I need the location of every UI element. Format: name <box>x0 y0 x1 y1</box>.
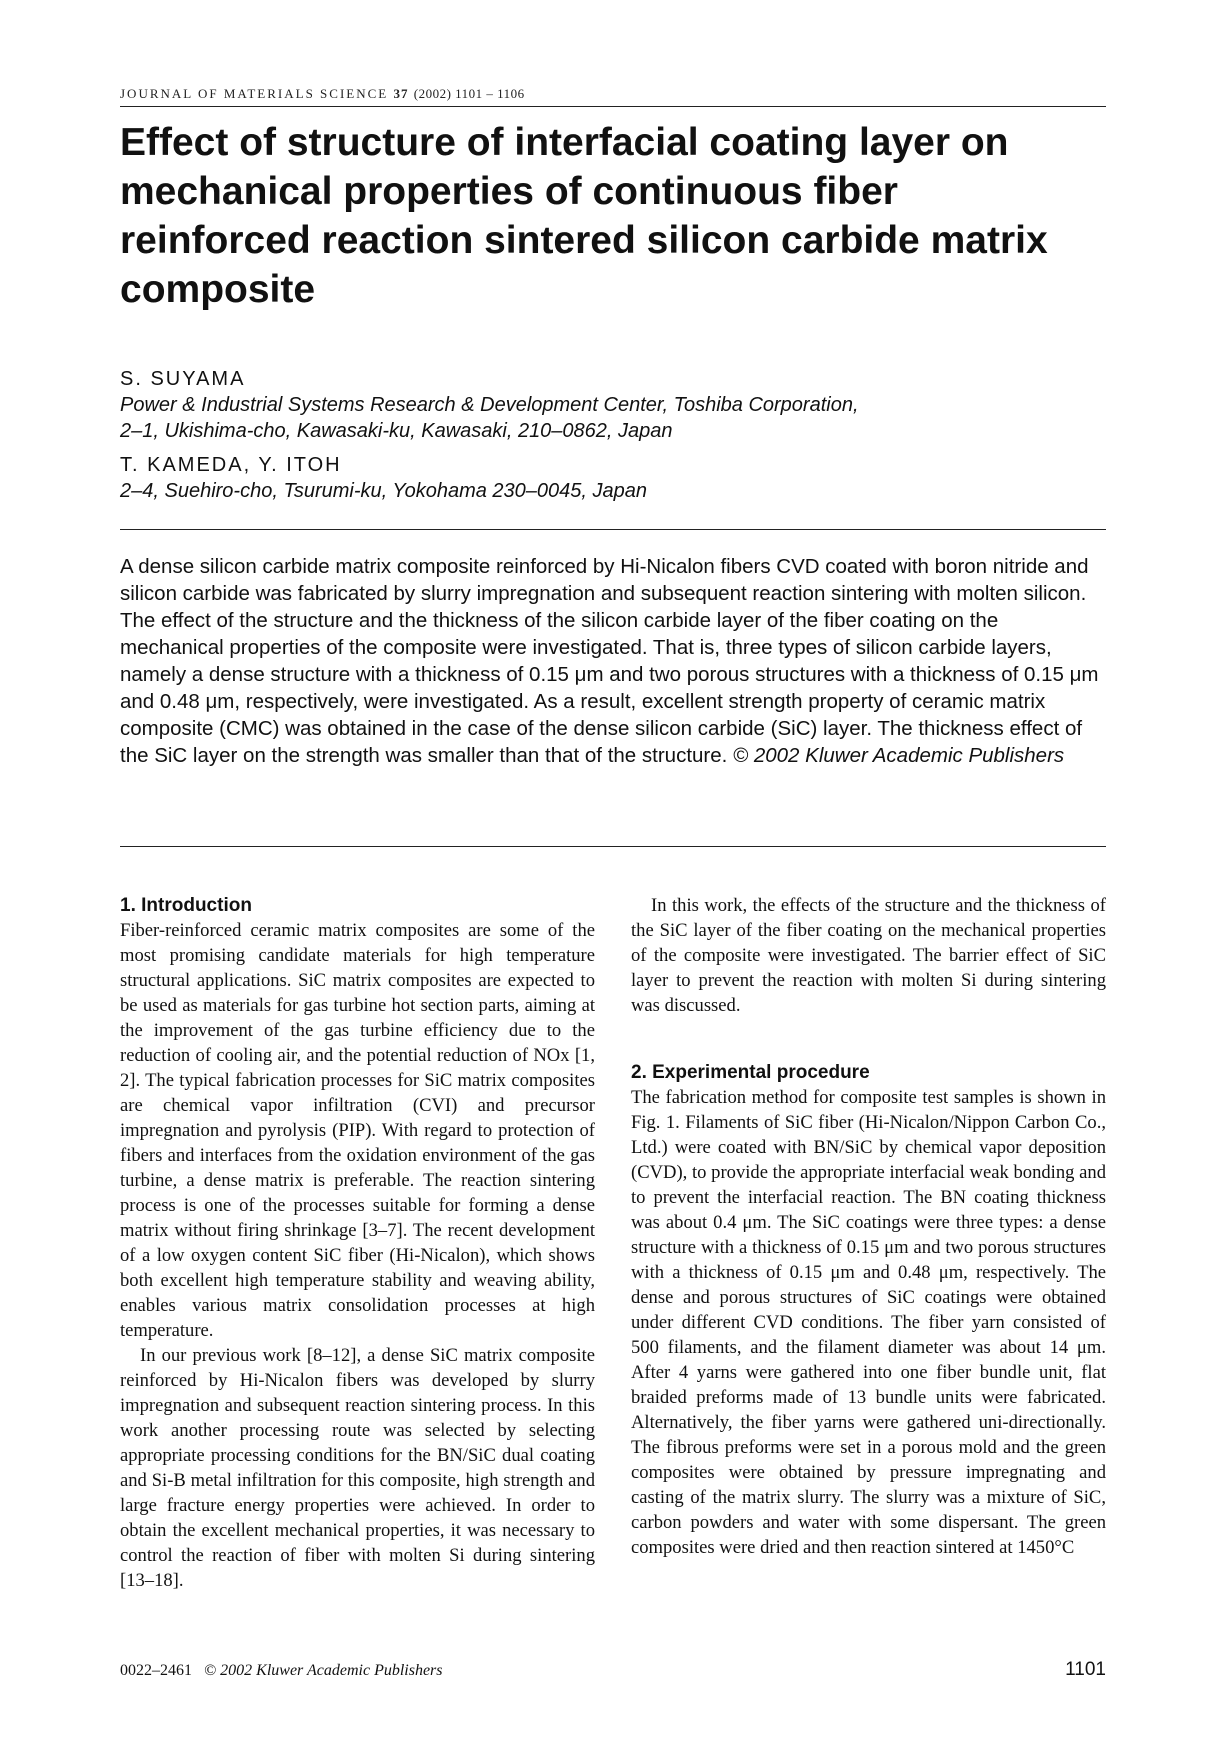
page-number: 1101 <box>1065 1659 1106 1680</box>
author-names: S. SUYAMA <box>120 368 246 390</box>
paragraph: The fabrication method for composite test samples is shown in Fig. 1. Filaments of SiC fiber (Hi-Nicalon/Nippon Carbon Co., Ltd.) were coated with BN/SiC by chemical vapor deposition (CVD), to provide the appropriate interfacial weak bonding and to prevent the interfacial reaction. The BN coating thickness was about 0.4 μm. The SiC coatings were three types: a dense structure with a thickness of 0.15 μm and two porous structures with a thickness of 0.15 μm and 0.48 μm, respectively. The dense and porous structures of SiC coatings were obtained under different CVD conditions. The fiber yarn consisted of 500 filaments, and the filament diameter was about 14 μm. After 4 yarns were gathered into one fiber bundle unit, flat braided preforms made of 13 bundle units were fabricated. Alternatively, the fiber yarns were gathered uni-directionally. The fibrous preforms were set in a porous mold and the green composites were obtained by pressure impregnating and casting of the matrix slurry. The slurry was a mixture of SiC, carbon powders and water with some dispersant. The green composites were dried and then reaction sintered at 1450°C <box>631 1087 1106 1558</box>
journal-name: JOURNAL OF MATERIALS SCIENCE <box>120 86 389 101</box>
abstract-text: A dense silicon carbide matrix composite reinforced by Hi-Nicalon fibers CVD coated with boron nitride and silicon carbide was fabricated by slurry impregnation and subsequent reaction sintering with molten silicon. The effect of the structure and the thickness of the silicon carbide layer of the fiber coating on the mechanical properties of the composite were investigated. That is, three types of silicon carbide layers, namely a dense structure with a thickness of 0.15 μm and two porous structures with a thickness of 0.15 μm and 0.48 μm, respectively, were investigated. As a result, excellent strength property of ceramic matrix composite (CMC) was obtained in the case of the dense silicon carbide (SiC) layer. The thickness effect of the SiC layer on the strength was smaller than that of the structure. <box>120 555 1099 767</box>
author-block <box>120 452 1080 504</box>
footer-copyright: © 2002 Kluwer Academic Publishers <box>204 1662 443 1679</box>
author-list <box>120 366 1080 504</box>
running-head <box>120 86 1106 107</box>
divider-top <box>120 529 1106 530</box>
affiliation-line: Power & Industrial Systems Research & Development Center, Toshiba Corporation, <box>120 394 859 416</box>
abstract-copyright: © 2002 Kluwer Academic Publishers <box>733 744 1065 767</box>
footer-issn <box>120 1662 443 1680</box>
author-names: T. KAMEDA, Y. ITOH <box>120 454 342 476</box>
section-heading: 2. Experimental procedure <box>631 1062 870 1083</box>
journal-year-pages: (2002) 1101 – 1106 <box>413 86 525 101</box>
divider-bottom <box>120 846 1106 847</box>
paragraph: In our previous work [8–12], a dense SiC matrix composite reinforced by Hi-Nicalon fibers was developed by slurry impregnation and subsequent reaction sintering process. In this work another processing route was selected by selecting appropriate processing conditions for the BN/SiC dual coating and Si-B metal infiltration for this composite, high strength and large fracture energy properties were achieved. In order to obtain the excellent mechanical properties, it was necessary to control the reaction of fiber with molten Si during sintering [13–18]. <box>120 1345 595 1591</box>
paragraph: In this work, the effects of the structure and the thickness of the SiC layer of the fiber coating on the mechanical properties of the composite were investigated. The barrier effect of SiC layer to prevent the reaction with molten Si during sintering was discussed. <box>631 895 1106 1016</box>
affiliation-line: 2–1, Ukishima-cho, Kawasaki-ku, Kawasaki, 210–0862, Japan <box>120 420 673 442</box>
paragraph: Fiber-reinforced ceramic matrix composites are some of the most promising candidate materials for high temperature structural applications. SiC matrix composites are expected to be used as materials for gas turbine hot section parts, aiming at the improvement of the gas turbine efficiency due to the reduction of cooling air, and the potential reduction of NOx [1, 2]. The typical fabrication processes for SiC matrix composites are chemical vapor infiltration (CVI) and precursor impregnation and pyrolysis (PIP). With regard to protection of fibers and interfaces from the oxidation environment of the gas turbine, a dense matrix is preferable. The reaction sintering process is one of the processes suitable for forming a dense matrix without firing shrinkage [3–7]. The recent development of a low oxygen content SiC fiber (Hi-Nicalon), which shows both excellent high temperature stability and weaving ability, enables various matrix consolidation processes at high temperature. <box>120 920 595 1341</box>
affiliation-line: 2–4, Suehiro-cho, Tsurumi-ku, Yokohama 230–0045, Japan <box>120 480 648 502</box>
section-heading: 1. Introduction <box>120 895 252 916</box>
column-right <box>631 893 1106 1560</box>
author-block <box>120 366 1080 444</box>
abstract <box>120 553 1106 769</box>
article-title: Effect of structure of interfacial coating layer on mechanical properties of continuous fiber reinforced reaction sintered silicon carbide matrix composite <box>120 121 1048 311</box>
issn: 0022–2461 <box>120 1662 192 1679</box>
column-left <box>120 893 595 1593</box>
section-spacer <box>631 1018 1106 1060</box>
journal-volume: 37 <box>393 86 409 101</box>
